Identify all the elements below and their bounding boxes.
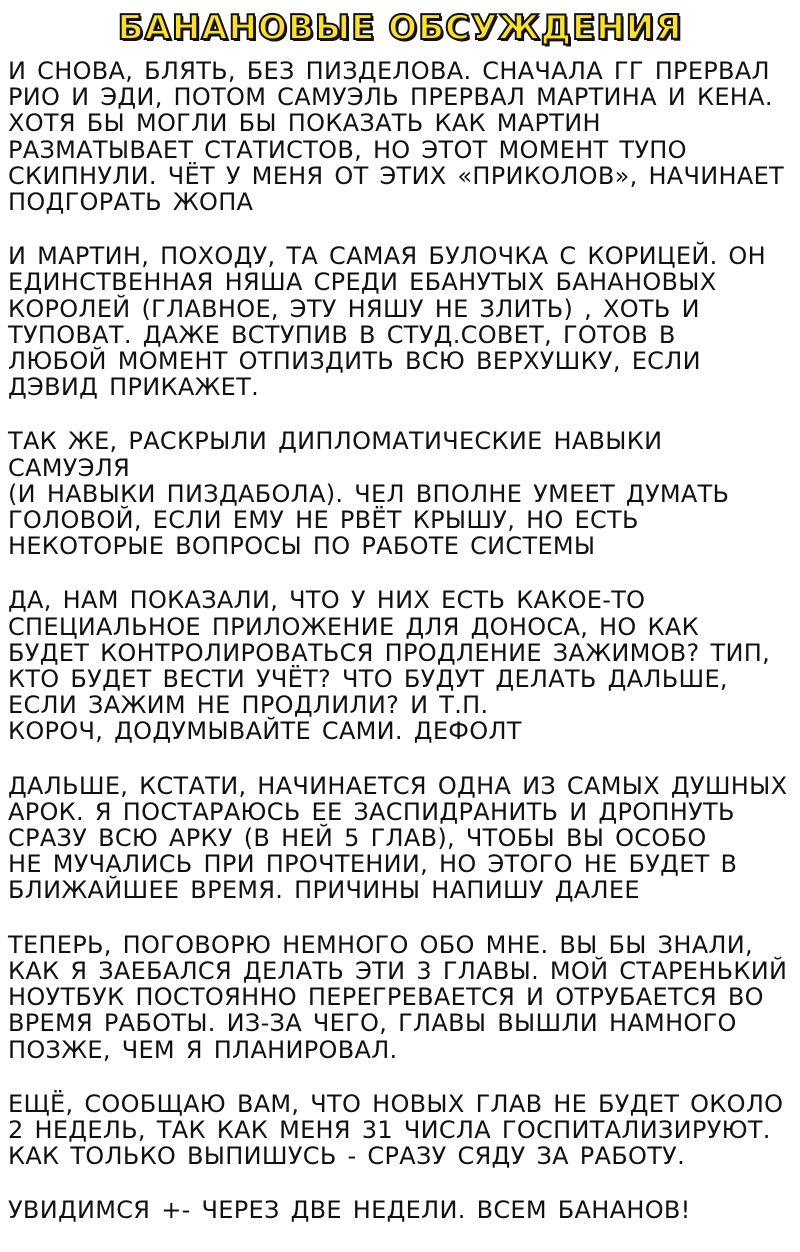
paragraph-6: ТЕПЕРЬ, ПОГОВОРЮ НЕМНОГО ОБО МНЕ. ВЫ БЫ ЗНАЛИ, КАК Я ЗАЕБАЛСЯ ДЕЛАТЬ ЭТИ 3 ГЛАВЫ. МОЙ СТАРЕНЬКИЙ НОУТБУК ПОСТОЯННО ПЕРЕГРЕВАЕТСЯ И ОТРУБАЕТСЯ ВО ВРЕМЯ РАБОТЫ. ИЗ-ЗА ЧЕГО, ГЛАВЫ ВЫШЛИ НАМНОГО ПОЗЖЕ, ЧЕМ Я ПЛАНИРОВАЛ.: [8, 930, 788, 1064]
paragraph-7: ЕЩЁ, СООБЩАЮ ВАМ, ЧТО НОВЫХ ГЛАВ НЕ БУДЕТ ОКОЛО 2 НЕДЕЛЬ, ТАК КАК МЕНЯ 31 ЧИСЛА ГОСПИТАЛИЗИРУЮТ. КАК ТОЛЬКО ВЫПИШУСЬ - СРАЗУ СЯДУ ЗА РАБОТУ.: [8, 1089, 784, 1171]
paragraph-1: И СНОВА, БЛЯТЬ, БЕЗ ПИЗДЕЛОВА. СНАЧАЛА ГГ ПРЕРВАЛ РИО И ЭДИ, ПОТОМ САМУЭЛЬ ПРЕРВАЛ МАРТИНА И КЕНА. ХОТЯ БЫ МОГЛИ БЫ ПОКАЗАТЬ КАК МАРТИН РАЗМАТЫВАЕТ СТАТИСТОВ, НО ЭТОТ МОМЕНТ ТУПО СКИПНУЛИ. ЧЁТ У МЕНЯ ОТ ЭТИХ «ПРИКОЛОВ», НАЧИНАЕТ ПОДГОРАТЬ ЖОПА: [8, 57, 785, 217]
paragraph-4: ДА, НАМ ПОКАЗАЛИ, ЧТО У НИХ ЕСТЬ КАКОЕ-ТО СПЕЦИАЛЬНОЕ ПРИЛОЖЕНИЕ ДЛЯ ДОНОСА, НО КАК БУДЕТ КОНТРОЛИРОВАТЬСЯ ПРОДЛЕНИЕ ЗАЖИМОВ? ТИП, КТО БУДЕТ ВЕСТИ УЧЁТ? ЧТО БУДУТ ДЕЛАТЬ ДАЛЬШЕ, ЕСЛИ ЗАЖИМ НЕ ПРОДЛИЛИ? И Т.П. КОРОЧ, ДОДУМЫВАЙТЕ САМИ. ДЕФОЛТ: [8, 586, 771, 746]
text-body: [8, 58, 794, 1252]
paragraph-5: ДАЛЬШЕ, КСТАТИ, НАЧИНАЕТСЯ ОДНА ИЗ САМЫХ ДУШНЫХ АРОК. Я ПОСТАРАЮСЬ ЕЕ ЗАСПИДРАНИТЬ И ДРОПНУТЬ СРАЗУ ВСЮ АРКУ (В НЕЙ 5 ГЛАВ), ЧТОБЫ ВЫ ОСОБО НЕ МУЧАЛИСЬ ПРИ ПРОЧТЕНИИ, НО ЭТОГО НЕ БУДЕТ В БЛИЖАЙШЕЕ ВРЕМЯ. ПРИЧИНЫ НАПИШУ ДАЛЕЕ: [8, 771, 788, 905]
page-title: БАНАНОВЫЕ ОБСУЖДЕНИЯ: [117, 8, 683, 48]
paragraph-8: УВИДИМСЯ +- ЧЕРЕЗ ДВЕ НЕДЕЛИ. ВСЕМ БАНАНОВ!: [8, 1196, 691, 1225]
paragraph-3: ТАК ЖЕ, РАСКРЫЛИ ДИПЛОМАТИЧЕСКИЕ НАВЫКИ САМУЭЛЯ (И НАВЫКИ ПИЗДАБОЛА). ЧЕЛ ВПОЛНЕ УМЕЕТ ДУМАТЬ ГОЛОВОЙ, ЕСЛИ ЕМУ НЕ РВЁТ КРЫШУ, НО ЕСТЬ НЕКОТОРЫЕ ВОПРОСЫ ПО РАБОТЕ СИСТЕМЫ: [8, 427, 730, 561]
paragraph-2: И МАРТИН, ПОХОДУ, ТА САМАЯ БУЛОЧКА С КОРИЦЕЙ. ОН ЕДИНСТВЕННАЯ НЯША СРЕДИ ЕБАНУТЫХ БАНАНОВЫХ КОРОЛЕЙ (ГЛАВНОЕ, ЭТУ НЯШУ НЕ ЗЛИТЬ) , ХОТЬ И ТУПОВАТ. ДАЖЕ ВСТУПИВ В СТУД.СОВЕТ, ГОТОВ В ЛЮБОЙ МОМЕНТ ОТПИЗДИТЬ ВСЮ ВЕРХУШКУ, ЕСЛИ ДЭВИД ПРИКАЖЕТ.: [8, 242, 766, 402]
